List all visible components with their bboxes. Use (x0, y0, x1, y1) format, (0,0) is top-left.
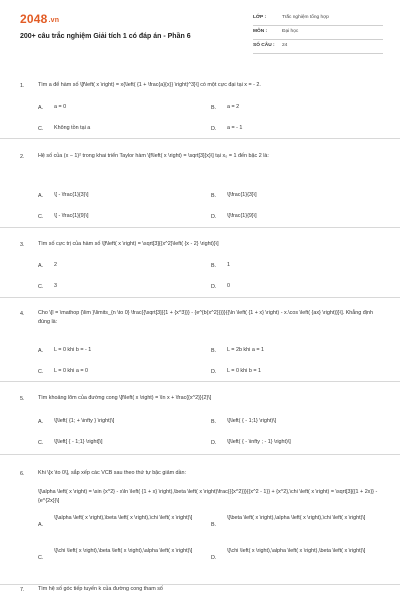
option-text[interactable]: a = 0 (54, 104, 67, 110)
option-text[interactable]: \[\frac{1}{9}\] (227, 213, 257, 219)
option-text[interactable]: \[\left( { - 1;1} \right)\] (227, 418, 277, 424)
site-logo[interactable] (20, 12, 59, 26)
option-letter: A. (38, 105, 44, 111)
question-text: Tìm số cực trị của hàm số \[f\left( x \right) = \sqrt[3]{{x^2}\left( {x - 2} \right)}\] (38, 241, 219, 247)
option-letter: D. (211, 555, 217, 561)
option-letter: A. (38, 348, 44, 354)
option-text[interactable]: L = 0 khi b = 1 (227, 368, 261, 374)
option-text[interactable]: 3 (54, 283, 57, 289)
question-number: 1. (20, 83, 25, 89)
question-item (0, 382, 400, 455)
question-item (0, 585, 400, 600)
option-letter: B. (211, 193, 217, 199)
question-text: Tìm khoảng lõm của đường cong \[f\left( x \right) = \ln x + \frac{{x^2}}{2}\] (38, 395, 212, 401)
option-letter: A. (38, 263, 44, 269)
option-letter: A. (38, 522, 44, 528)
question-number: 6. (20, 471, 25, 477)
question-number: 3. (20, 242, 25, 248)
question-item (0, 62, 400, 139)
option-text[interactable]: \[\frac{1}{3}\] (227, 192, 257, 198)
option-text[interactable]: 0 (227, 283, 230, 289)
meta-row-subject (253, 27, 383, 40)
option-text[interactable]: \[ - \frac{1}{9}\] (54, 213, 89, 219)
question-number: 5. (20, 396, 25, 402)
option-letter: C. (38, 126, 44, 132)
option-letter: B. (211, 419, 217, 425)
document-title: 200+ câu trắc nghiệm Giải tích 1 có đáp án - Phần 6 (20, 33, 191, 40)
meta-row-count (253, 41, 383, 54)
meta-key: SỐ CÂU : (253, 43, 275, 48)
question-text: Hệ số của (x − 1)² trong khai triển Taylor hàm \[f\left( x \right) = \sqrt[3]{x}\] tại x₀ = 1 đến bậc 2 là: (38, 153, 269, 159)
logo-text: 2048 (20, 12, 48, 26)
option-letter: B. (211, 348, 217, 354)
question-number: 7. (20, 587, 25, 593)
option-text[interactable]: \[\left( { - \infty ; - 1} \right)\] (227, 439, 291, 445)
option-text[interactable]: a = 2 (227, 104, 240, 110)
question-item (0, 228, 400, 298)
question-list (0, 62, 400, 600)
option-letter: D. (211, 126, 217, 132)
meta-value: Đại học (282, 29, 299, 34)
question-item (0, 139, 400, 228)
option-letter: B. (211, 522, 217, 528)
question-text: Tìm hệ số góc tiếp tuyến k của đường cong tham số (38, 586, 163, 592)
option-text[interactable]: L = 0 khi b = - 1 (54, 347, 92, 353)
option-text[interactable]: \[\beta \left( x \right),\alpha \left( x \right),\chi \left( x \right)\] (227, 515, 366, 521)
option-letter: A. (38, 419, 44, 425)
option-text[interactable]: L = 0 khi a = 0 (54, 368, 88, 374)
logo-domain: .vn (48, 17, 60, 24)
option-text[interactable]: Không tồn tại a (54, 125, 91, 131)
option-letter: D. (211, 440, 217, 446)
meta-key: MÔN : (253, 29, 268, 34)
question-formula: \[\alpha \left( x \right) = \sin {x^2} - x\ln \left( {1 + x} \right),\beta \left( x \right)\frac{{{x^2}}}{{x^2 - 1}} + {x^2},\chi \left( x \right) = \sqrt[3]{{1 + 2x}} - {e^{2x}}\] (38, 489, 378, 504)
question-number: 2. (20, 154, 25, 160)
option-text[interactable]: 2 (54, 262, 57, 268)
option-text[interactable]: 1 (227, 262, 230, 268)
meta-key: LỚP : (253, 15, 267, 20)
option-letter: B. (211, 105, 217, 111)
meta-value: 24 (282, 43, 288, 48)
question-text: Khi \[x \to 0\], sắp xếp các VCB sau theo thứ tự bậc giảm dần: (38, 470, 187, 476)
question-text: Tìm a để hàm số \[f\left( x \right) = x{\left( {1 + \frac{a}{x}} \right)^3}\] có một cực đại tại x = - 2. (38, 82, 261, 88)
option-text[interactable]: \[ - \frac{1}{3}\] (54, 192, 89, 198)
option-text[interactable]: L = 2b khi a = 1 (227, 347, 264, 353)
meta-table (253, 13, 383, 55)
question-item (0, 298, 400, 382)
option-letter: C. (38, 214, 44, 220)
option-letter: D. (211, 214, 217, 220)
option-letter: D. (211, 284, 217, 290)
meta-row-class (253, 13, 383, 26)
option-letter: C. (38, 369, 44, 375)
option-text[interactable]: \[\left[ { - 1;1} \right]\] (54, 439, 103, 445)
question-number: 4. (20, 311, 25, 317)
option-letter: A. (38, 193, 44, 199)
option-text[interactable]: \[\alpha \left( x \right),\beta \left( x \right),\chi \left( x \right)\] (54, 515, 193, 521)
option-text[interactable]: a = - 1 (227, 125, 243, 131)
question-text: Cho \[l = \mathop {\lim }\limits_{n \to 0} \frac{{\sqrt[3]{{1 + {x^3}}} - {e^{b{x^2}}}}}{{\ln \left( {1 + x} \right) - x.\cos \left( {ax} \right)}}\]. Khẳng định đúng là: (38, 310, 373, 325)
option-letter: B. (211, 263, 217, 269)
option-text[interactable]: \[\chi \left( x \right),\beta \left( x \right),\alpha \left( x \right)\] (54, 548, 193, 554)
option-letter: C. (38, 284, 44, 290)
page-header (0, 0, 400, 62)
option-letter: D. (211, 369, 217, 375)
option-text[interactable]: \[\left( {1; + \infty } \right)\] (54, 418, 115, 424)
option-letter: C. (38, 555, 44, 561)
option-text[interactable]: \[\chi \left( x \right),\alpha \left( x \right),\beta \left( x \right)\] (227, 548, 366, 554)
option-letter: C. (38, 440, 44, 446)
question-item (0, 455, 400, 585)
meta-value: Trắc nghiệm tổng hợp (282, 15, 329, 20)
